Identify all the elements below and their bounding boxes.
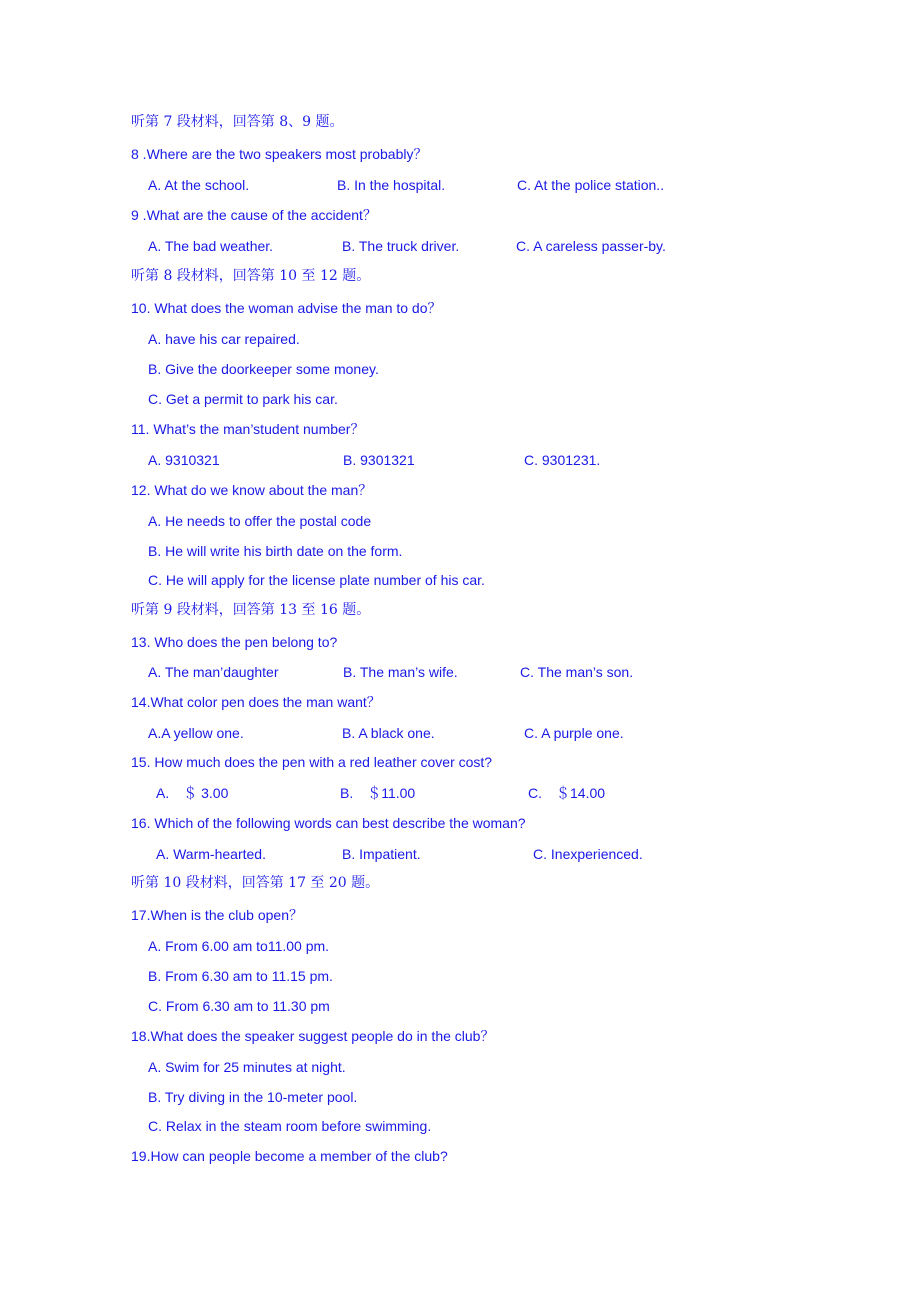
q16-option-a: A. Warm-hearted. [156, 846, 266, 862]
q15-option-b: B. ＄11.00 [340, 785, 416, 801]
question-18: 18.What does the speaker suggest people do in the club？ [131, 1028, 495, 1044]
q13-option-c: C. The man’s son. [520, 664, 634, 680]
question-9: 9 .What are the cause of the accident？ [131, 207, 377, 223]
section-heading: 听第 9 段材料，回答第 13 至 16 题。 [131, 602, 371, 618]
question-8: 8 .Where are the two speakers most probably？ [131, 146, 428, 162]
q8-option-a: A. At the school. [148, 177, 250, 193]
q18-option-a: A. Swim for 25 minutes at night. [148, 1059, 346, 1075]
q10-option-c: C. Get a permit to park his car. [148, 391, 338, 407]
q14-option-c: C. A purple one. [524, 725, 624, 741]
q12-option-a: A. He needs to offer the postal code [148, 513, 372, 529]
q17-option-b: B. From 6.30 am to 11.15 pm. [148, 968, 333, 984]
question-19: 19.How can people become a member of the club? [131, 1148, 448, 1164]
q11-option-c: C. 9301231. [524, 452, 601, 468]
q17-option-c: C. From 6.30 am to 11.30 pm [148, 998, 330, 1014]
q16-option-c: C. Inexperienced. [533, 846, 643, 862]
question-16: 16. Which of the following words can best describe the woman? [131, 815, 526, 831]
q11-option-a: A. 9310321 [148, 452, 220, 468]
q9-option-c: C. A careless passer-by. [516, 238, 666, 254]
q10-option-a: A. have his car repaired. [148, 331, 300, 347]
q14-option-a: A.A yellow one. [148, 725, 244, 741]
section-heading: 听第 10 段材料，回答第 17 至 20 题。 [131, 875, 380, 891]
q18-option-b: B. Try diving in the 10-meter pool. [148, 1089, 358, 1105]
question-11: 11. What’s the man’student number？ [131, 421, 365, 437]
q16-option-b: B. Impatient. [342, 846, 421, 862]
question-12: 12. What do we know about the man？ [131, 482, 373, 498]
question-14: 14.What color pen does the man want？ [131, 694, 381, 710]
q17-option-a: A. From 6.00 am to11.00 pm. [148, 938, 330, 954]
q9-option-b: B. The truck driver. [342, 238, 460, 254]
q13-option-a: A. The man’daughter [148, 664, 279, 680]
q9-option-a: A. The bad weather. [148, 238, 274, 254]
q13-option-b: B. The man’s wife. [343, 664, 458, 680]
q11-option-b: B. 9301321 [343, 452, 415, 468]
question-17: 17.When is the club open？ [131, 907, 303, 923]
q12-option-c: C. He will apply for the license plate number of his car. [148, 572, 485, 588]
question-10: 10. What does the woman advise the man to do？ [131, 300, 442, 316]
q14-option-b: B. A black one. [342, 725, 435, 741]
q8-option-c: C. At the police station.. [517, 177, 665, 193]
question-13: 13. Who does the pen belong to? [131, 634, 338, 650]
q18-option-c: C. Relax in the steam room before swimming. [148, 1118, 432, 1134]
question-15: 15. How much does the pen with a red leather cover cost? [131, 754, 493, 770]
section-heading: 听第 7 段材料，回答第 8、9 题。 [131, 114, 344, 130]
q15-option-c: C. ＄14.00 [528, 785, 606, 801]
section-heading: 听第 8 段材料，回答第 10 至 12 题。 [131, 268, 371, 284]
q8-option-b: B. In the hospital. [337, 177, 446, 193]
q10-option-b: B. Give the doorkeeper some money. [148, 361, 379, 377]
q12-option-b: B. He will write his birth date on the form. [148, 543, 403, 559]
q15-option-a: A. ＄ 3.00 [156, 785, 229, 801]
